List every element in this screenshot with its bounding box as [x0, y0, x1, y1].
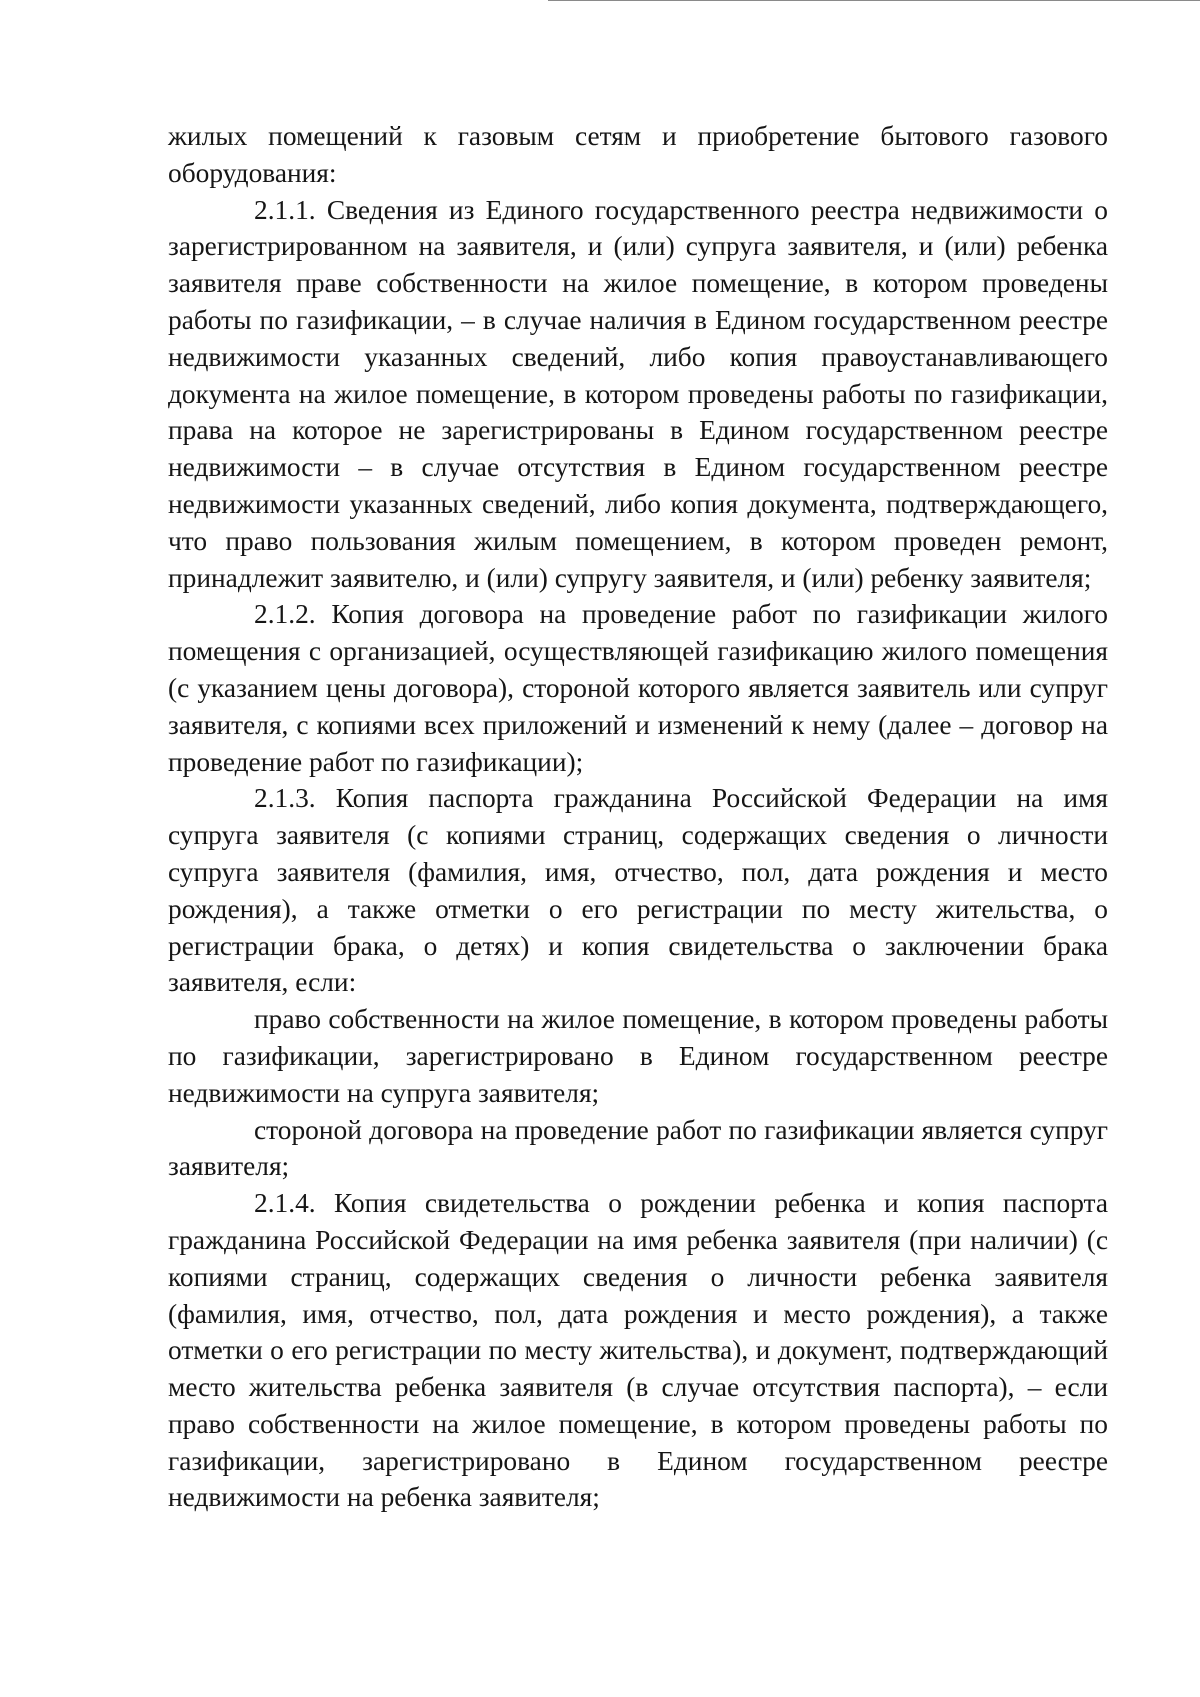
paragraph-condition-contract: стороной договора на проведение работ по газификации является супруг заявителя;: [168, 1114, 1108, 1182]
paragraph-2-1-3: 2.1.3. Копия паспорта гражданина Российской Федерации на имя супруга заявителя (с копиями страниц, содержащих сведения о личности супруга заявителя (фамилия, имя, отчество, пол, дата рождения и место рождения), а также отметки о его регистрации по месту жительства, о регистрации брака, о детях) и копия свидетельства о заключении брака заявителя, если:: [168, 783, 1108, 998]
paragraph-2-1-2: 2.1.2. Копия договора на проведение работ по газификации жилого помещения с организацией, осуществляющей газификацию жилого помещения (с указанием цены договора), стороной которого является заявитель или супруг заявителя, с копиями всех приложений и изменений к нему (далее – договор на проведение работ по газификации);: [168, 599, 1108, 777]
document-body: [168, 118, 1108, 1516]
paragraph-continuation: жилых помещений к газовым сетям и приобретение бытового газового оборудования:: [168, 121, 1108, 188]
paragraph-2-1-4: 2.1.4. Копия свидетельства о рождении ребенка и копия паспорта гражданина Российской Федерации на имя ребенка заявителя (при наличии) (с копиями страниц, содержащих сведения о личности ребенка заявителя (фамилия, имя, отчество, пол, дата рождения и место рождения), а также отметки о его регистрации по месту жительства), и документ, подтверждающий место жительства ребенка заявителя (в случае отсутствия паспорта), – если право собственности на жилое помещение, в котором проведены работы по газификации, зарегистрировано в Едином государственном реестре недвижимости на ребенка заявителя;: [168, 1188, 1108, 1513]
paragraph-condition-ownership: право собственности на жилое помещение, в котором проведены работы по газификации, зарегистрировано в Едином государственном реестре недвижимости на супруга заявителя;: [168, 1004, 1108, 1108]
paragraph-2-1-1: 2.1.1. Сведения из Единого государственного реестра недвижимости о зарегистрированном на заявителя, и (или) супруга заявителя, и (или) ребенка заявителя праве собственности на жилое помещение, в котором проведены работы по газификации, – в случае наличия в Едином государственном реестре недвижимости указанных сведений, либо копия правоустанавливающего документа на жилое помещение, в котором проведены работы по газификации, права на которое не зарегистрированы в Едином государственном реестре недвижимости – в случае отсутствия в Едином государственном реестре недвижимости указанных сведений, либо копия документа, подтверждающего, что право пользования жилым помещением, в котором проведен ремонт, принадлежит заявителю, и (или) супругу заявителя, и (или) ребенку заявителя;: [168, 194, 1108, 593]
page-top-edge-line: [548, 0, 1200, 1]
